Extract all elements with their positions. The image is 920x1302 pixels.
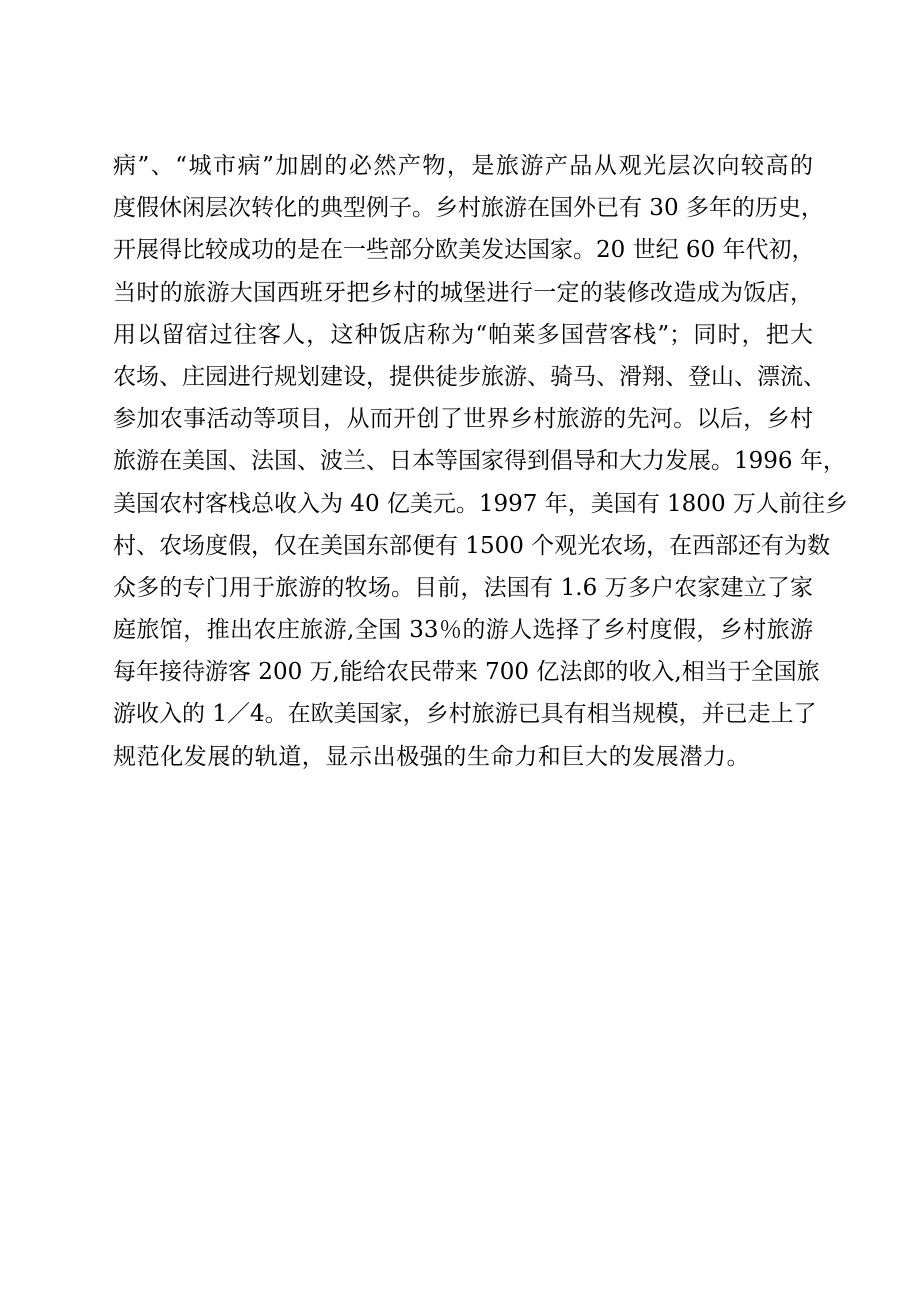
body-paragraph	[113, 145, 848, 778]
paragraph-line: 病”、“城市病”加剧的必然产物，是旅游产品从观光层次向较高的	[113, 153, 813, 179]
paragraph-line: 每年接待游客 200 万,能给农民带来 700 亿法郎的收入,相当于全国旅	[113, 659, 820, 686]
paragraph-line: 农场、庄园进行规划建设，提供徒步旅游、骑马、滑翔、登山、漂流、	[113, 363, 826, 390]
paragraph-line: 庭旅馆，推出农庄旅游,全国 33％的游人选择了乡村度假，乡村旅游	[113, 617, 813, 644]
paragraph-line: 度假休闲层次转化的典型例子。乡村旅游在国外已有 30 多年的历史，	[113, 195, 824, 222]
paragraph-line-last: 规范化发展的轨道，显示出极强的生命力和巨大的发展潜力。	[113, 743, 751, 770]
paragraph-line: 众多的专门用于旅游的牧场。目前，法国有 1.6 万多户农家建立了家	[113, 574, 813, 601]
paragraph-line: 开展得比较成功的是在一些部分欧美发达国家。20 世纪 60 年代初，	[113, 237, 815, 264]
paragraph-line: 美国农村客栈总收入为 40 亿美元。1997 年，美国有 1800 万人前往乡	[113, 490, 848, 517]
paragraph-line: 当时的旅游大国西班牙把乡村的城堡进行一定的装修改造成为饭店，	[113, 279, 813, 306]
paragraph-line: 村、农场度假，仅在美国东部便有 1500 个观光农场，在西部还有为数	[113, 532, 831, 559]
paragraph-line: 游收入的 1／4。在欧美国家，乡村旅游已具有相当规模，并已走上了	[113, 701, 817, 728]
paragraph-line: 用以留宿过往客人，这种饭店称为“帕莱多国营客栈”；同时，把大	[113, 321, 813, 348]
paragraph-line: 参加农事活动等项目，从而开创了世界乡村旅游的先河。以后，乡村	[113, 406, 813, 433]
paragraph-line: 旅游在美国、法国、波兰、日本等国家得到倡导和大力发展。1996 年，	[113, 448, 846, 475]
